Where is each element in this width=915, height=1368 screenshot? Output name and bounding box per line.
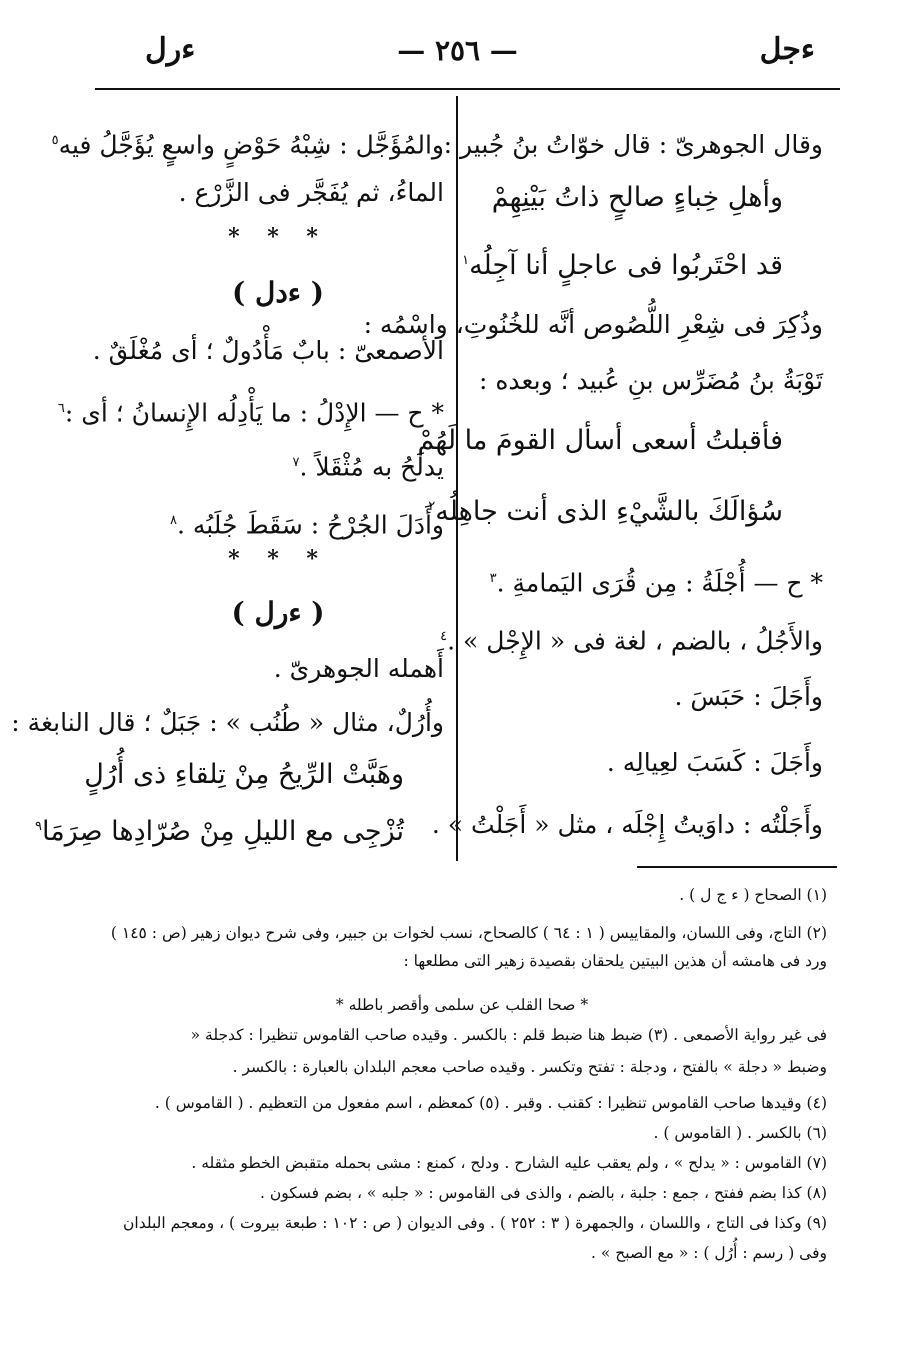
entry-text: * ح — أُجْلَةُ : مِن قُرَى اليَمامةِ . <box>496 568 823 598</box>
footnote: (٢) التاج، وفى اللسان، والمقاييس ( ١ : ٦٤ ) كالصحاح، نسب لخوات بن جبير، وفى شرح ديوان زهير (ص : ١٤٥ ) <box>110 924 827 942</box>
text-line: وذُكِرَ فى شِعْرِ اللُّصُوص أنَّه للخُنُوتِ، واسْمُه : <box>363 310 823 339</box>
text-line <box>293 446 444 484</box>
footnote: (١) الصحاح ( ء ج ل ) . <box>679 886 827 904</box>
text-line <box>440 620 823 658</box>
text-line: تَوْبَةُ بنُ مُضَرِّس بنِ عُبيد ؛ وبعده : <box>478 366 823 395</box>
footnote: (٤) وقيدها صاحب القاموس تنظيرا : كقنب . وقبر . (٥) كمعظم ، اسم مفعول من التعظيم . ( القاموس ) . <box>154 1094 827 1112</box>
footnote-rule <box>637 866 837 868</box>
footnote: (٩) وكذا فى التاج ، واللسان ، والجمهرة ( ٣ : ٢٥٢ ) . وفى الديوان ( ص : ١٠٢ : طبعة بيروت ) ، ومعجم البلدان <box>123 1214 827 1232</box>
footnote: وفى ( رسم : أُرُل ) : « مع الصبح » . <box>591 1244 827 1262</box>
footnote-ref: ٣ <box>489 571 497 586</box>
verse-line <box>428 490 783 529</box>
running-head-right: ءجل <box>759 32 815 67</box>
footnote-ref: ٤ <box>440 629 448 644</box>
text-line <box>170 504 444 542</box>
page-number: — ٢٥٦ — <box>397 34 518 67</box>
verse-line: وأهلِ خِباءٍ صالحٍ ذاتُ بَيْنِهِمْ <box>491 182 783 213</box>
text-line <box>58 392 444 430</box>
text-line <box>52 124 444 162</box>
footnote-ref: ٨ <box>169 513 177 528</box>
footnote: (٦) بالكسر . ( القاموس ) . <box>653 1124 827 1142</box>
footnote-ref: ٩ <box>35 819 43 834</box>
footnote-ref: ٢ <box>428 499 436 514</box>
text-line <box>490 562 823 600</box>
footnote: وضبط « دجلة » بالفتح ، ودجلة : تفتح وتكسر . وقيده صاحب معجم البلدان بالعبارة : بالكسر . <box>232 1058 827 1076</box>
column-divider <box>456 96 458 861</box>
footnote-ref: ٧ <box>292 455 300 470</box>
entry-text: والمُؤَجَّل : شِبْهُ حَوْضٍ واسعٍ يُؤَجَّلُ فيه <box>58 130 444 160</box>
footnote-ref: ٥ <box>51 133 59 148</box>
entry-heading: ( ءدل ) <box>232 276 324 309</box>
footnote: ورد فى هامشه أن هذين البيتين يلحقان بقصيدة زهير التى مطلعها : <box>403 952 827 970</box>
text-line: وقال الجوهرىّ : قال خوّاتُ بنُ جُبير : <box>443 130 823 159</box>
text-line: وأَجَلَ : حَبَسَ . <box>674 682 823 711</box>
verse-line: وهَبَّتْ الرِّيحُ مِنْ تِلقاءِ ذى أُرُلٍ <box>84 759 404 790</box>
text-line: وأُرُلٌ، مثال « طُنُب » : جَبَلٌ ؛ قال النابغة : <box>11 708 444 737</box>
footnote-ref: ١ <box>462 253 470 268</box>
text-line: أَهمله الجوهرىّ . <box>273 654 444 683</box>
footnote-ref: ٦ <box>57 401 65 416</box>
running-head-left: ءرل <box>145 32 196 67</box>
text-line: وأَجَلَ : كَسَبَ لعِيالِه . <box>606 748 823 777</box>
text-line: وأَجَلْتُه : داوَيتُ إِجْلَه ، مثل « أَجَلْتُ » . <box>431 810 823 839</box>
verse-text: سُؤالَكَ بالشَّيْءِ الذى أنت جاهِلُه <box>435 496 783 527</box>
entry-text: والأَجُلُ ، بالضم ، لغة فى « الإِجْل » . <box>447 626 823 656</box>
section-separator: * * * <box>228 546 328 572</box>
text-line: الأصمعىّ : بابٌ مَأْدُولٌ ؛ أى مُغْلَقٌ . <box>92 336 444 365</box>
verse-line <box>35 810 404 849</box>
footnote: (٧) القاموس : « يدلح » ، ولم يعقب عليه الشارح . ودلح ، كمنع : مشى بحمله متقبض الخطو مثقله . <box>191 1154 827 1172</box>
verse-line <box>462 244 783 283</box>
footnote: فى غير رواية الأصمعى . (٣) ضبط هنا ضبط قلم : بالكسر . وقيده صاحب القاموس تنظيرا : كدجلة « <box>190 1026 827 1044</box>
footnote-quote: * صحا القلب عن سلمى وأقصر باطله * <box>335 996 589 1014</box>
verse-line: فأقبلتُ أسعى أسأل القومَ ما لَهُمْ <box>417 425 783 456</box>
verse-text: قد احْتَربُوا فى عاجلٍ أنا آجِلُه <box>469 250 783 281</box>
footnote: (٨) كذا بضم ففتح ، جمع : جلبة ، بالضم ، والذى فى القاموس : « جلبه » ، بضم فسكون . <box>260 1184 827 1202</box>
entry-text: وأَدَلَ الجُرْحُ : سَقَطَ جُلَبُه . <box>176 510 444 540</box>
verse-text: تُزْجِى مع الليلِ مِنْ صُرّادِها صِرَمَا <box>42 816 404 847</box>
header-rule <box>95 88 840 90</box>
text-line: الماءُ، ثم يُفَجَّر فى الزَّرْع . <box>178 178 444 207</box>
entry-heading: ( ءرل ) <box>231 596 325 629</box>
entry-text: يدلَحُ به مُثْقَلاً . <box>299 452 444 482</box>
entry-text: * ح — الإِدْلُ : ما يَأْدِلُه الإِنسانُ ؛ أى : <box>64 398 444 428</box>
section-separator: * * * <box>228 224 328 250</box>
